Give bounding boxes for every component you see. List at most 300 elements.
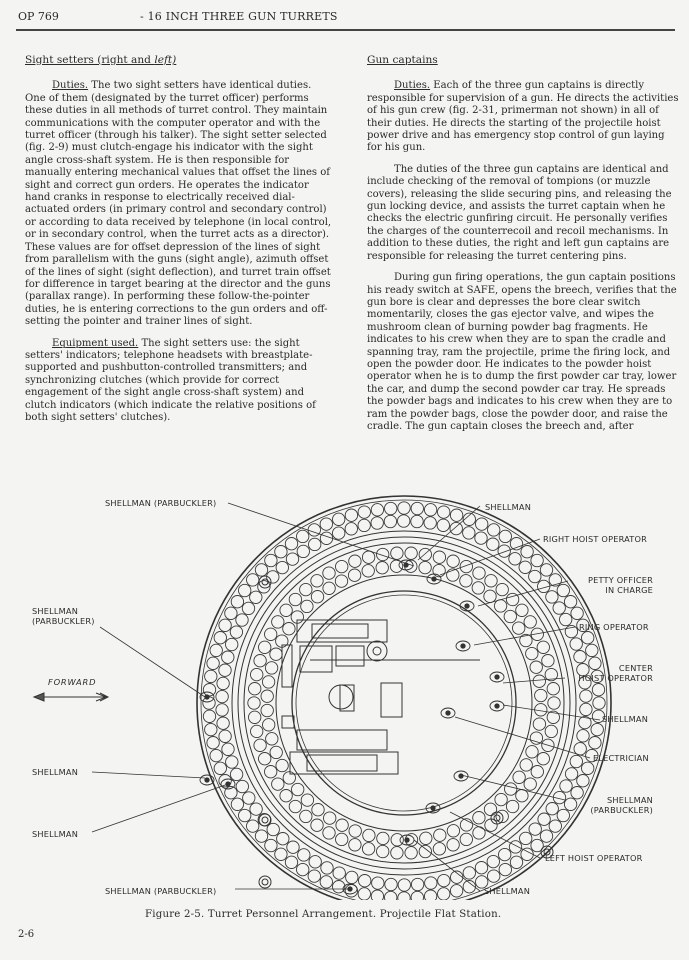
projectile-icon — [574, 743, 586, 755]
projectile-icon — [231, 798, 243, 810]
label-shellman-bottom-right: SHELLMAN — [484, 886, 531, 896]
projectile-icon — [207, 737, 219, 749]
projectile-icon — [521, 546, 533, 558]
projectile-icon — [292, 783, 304, 795]
projectile-icon — [371, 517, 383, 529]
projectile-icon — [346, 871, 358, 883]
projectile-icon — [526, 746, 538, 758]
crewman-head — [431, 806, 435, 810]
projectile-icon — [219, 730, 231, 742]
projectile-icon — [312, 804, 324, 816]
projectile-icon — [214, 762, 226, 774]
paragraph-text: During gun firing operations, the gun captain positions his ready switch at SAFE, opens the breech, verifies that the gun bore is clear and depresses the bore clear switch momentarily, closes the gas ejector valve, and wipes the mushroom clean of burning powder bag fragments. He indicates to his crew when they are to span the cradle and spanning tray, ram the projectile, prime the firing lock, and open the powder door. He indicates to the powder hoist operator when he is to dump the first powder car tray, lower the car, and dump the second powder car tray. He spreads the powder bags and indicates to his crew when they are to ram the powder bags, close the powder door, and raise the cradle. The gun captain closes the breech and, after — [367, 272, 677, 432]
projectile-icon — [385, 878, 397, 890]
projectile-icon — [475, 532, 487, 544]
projectile-icon — [259, 753, 271, 765]
projectile-icon — [217, 717, 229, 729]
projectile-icon — [265, 662, 277, 674]
projectile-icon — [526, 647, 538, 659]
projectile-icon — [265, 628, 277, 640]
projectile-icon — [542, 655, 554, 667]
projectile-icon — [270, 648, 282, 660]
projectile-icon — [335, 575, 347, 587]
projectile-stowage — [203, 502, 605, 900]
turret-rings — [197, 496, 611, 900]
projectile-icon — [510, 856, 522, 868]
projectile-icon — [419, 561, 431, 573]
paragraph-sight-setter-duties — [25, 80, 335, 328]
label-right-hoist-operator: RIGHT HOIST OPERATOR — [543, 534, 648, 544]
projectile-icon — [557, 809, 569, 821]
projectile-icon — [250, 803, 262, 815]
projectile-icon — [560, 613, 572, 625]
projectile-icon — [485, 575, 497, 587]
projectile-icon — [362, 551, 374, 563]
projectile-icon — [546, 591, 558, 603]
paragraph-text: Each of the three gun captains is directly responsible for supervision of a gun. He directs the activities of his gun crew (fig. 2-31, primerman not shown) in all of their duties. He directs the starting of the projectile hoist power drive and has emergency stop control of gun laying for his gun. — [367, 80, 679, 154]
projectile-icon — [333, 881, 345, 893]
projectile-icon — [557, 584, 569, 596]
projectile-icon — [336, 560, 348, 572]
projectile-icon — [320, 518, 332, 530]
projectile-icon — [358, 519, 370, 531]
projectile-icon — [504, 610, 516, 622]
label-shellman-parbuckler-left: SHELLMAN (PARBUCKLER) — [32, 606, 95, 626]
label-left-hoist-operator: LEFT HOIST OPERATOR — [545, 853, 643, 863]
projectile-icon — [549, 820, 561, 832]
projectile-icon — [230, 626, 242, 638]
equipment-block — [297, 620, 387, 642]
projectile-icon — [226, 756, 238, 768]
section-title-text: Sight setters (right and — [25, 54, 155, 66]
projectile-icon — [239, 809, 251, 821]
projectile-icon — [377, 832, 389, 844]
projectile-icon — [433, 564, 445, 576]
projectile-icon — [219, 619, 231, 631]
projectile-icon — [487, 538, 499, 550]
projectile-icon — [564, 596, 576, 608]
projectile-icon — [359, 875, 371, 887]
projectile-icon — [242, 602, 254, 614]
projectile-icon — [433, 551, 445, 563]
projectile-icon — [254, 655, 266, 667]
projectile-icon — [529, 570, 541, 582]
projectile-icon — [239, 584, 251, 596]
ring — [296, 595, 512, 811]
header-rule — [16, 29, 675, 31]
projectile-icon — [376, 562, 388, 574]
projectile-icon — [363, 829, 375, 841]
fitting — [262, 817, 268, 823]
projectile-icon — [419, 845, 431, 857]
projectile-icon — [473, 827, 485, 839]
ring — [232, 531, 576, 875]
projectile-icon — [535, 689, 547, 701]
projectile-icon — [524, 778, 536, 790]
section-title-italic: left) — [154, 54, 177, 66]
projectile-icon — [565, 768, 577, 780]
projectile-icon — [411, 515, 423, 527]
projectile-icon — [589, 737, 601, 749]
projectile-icon — [249, 711, 261, 723]
crewman-head — [432, 577, 436, 581]
projectile-icon — [538, 813, 550, 825]
projectile-icon — [574, 651, 586, 663]
projectile-icon — [270, 746, 282, 758]
projectile-icon — [513, 622, 525, 634]
projectile-icon — [301, 794, 313, 806]
projectile-icon — [537, 641, 549, 653]
projectile-icon — [420, 832, 432, 844]
projectile-icon — [506, 800, 518, 812]
projectile-icon — [586, 644, 598, 656]
projectile-icon — [499, 848, 511, 860]
projectile-icon — [250, 591, 262, 603]
projectile-icon — [570, 638, 582, 650]
projectile-icon — [336, 833, 348, 845]
crewman-head — [459, 774, 463, 778]
projectile-icon — [548, 697, 560, 709]
fitting — [259, 876, 271, 888]
projectile-icon — [280, 604, 292, 616]
projectile-icon — [225, 607, 237, 619]
projectile-icon — [287, 841, 299, 853]
equipment-block — [381, 683, 402, 717]
fitting — [262, 879, 268, 885]
projectile-icon — [297, 863, 309, 875]
projectile-icon — [531, 766, 543, 778]
running-title: - 16 INCH THREE GUN TURRETS — [140, 10, 338, 23]
projectile-icon — [255, 830, 267, 842]
projectile-icon — [236, 614, 248, 626]
crewman-head — [495, 704, 499, 708]
ring — [238, 537, 570, 869]
ring — [197, 496, 611, 900]
projectile-icon — [447, 555, 459, 567]
projectile-icon — [276, 759, 288, 771]
label-shellman-left-2: SHELLMAN — [32, 829, 79, 839]
projectile-icon — [570, 755, 582, 767]
crewman-head — [205, 778, 209, 782]
projectile-icon — [247, 574, 259, 586]
projectile-icon — [249, 683, 261, 695]
projectile-icon — [450, 522, 462, 534]
right-column — [367, 54, 679, 442]
projectile-icon — [265, 554, 277, 566]
hoist-trunk — [329, 685, 353, 709]
projectile-icon — [371, 504, 383, 516]
projectile-icon — [384, 515, 396, 527]
forward-arrow-icon — [34, 693, 108, 701]
projectile-icon — [433, 843, 445, 855]
projectile-icon — [358, 506, 370, 518]
projectile-icon — [275, 848, 287, 860]
projectile-icon — [391, 834, 403, 846]
projectile-icon — [519, 561, 531, 573]
paragraph-text: The two sight setters have identical duties. One of them (designated by the turret officer) performs these duties in all methods of turret control. They maintain communications with the computer operator and with the turret officer (through his talker). The sight setter selected (fig. 2-9) must clutch-engage his indicator with the sight angle cross-shaft system. He is then responsible for manually entering mechanical values that offset the lines of sight and correct gun orders. He operates the indicator hand cranks in response to electrically received dial-actuated orders (in primary control and secondary control) or according to data received by telephone (in local control, or in secondary control, when the turret acts as a director). These values are for offset depression of the lines of sight from parallelism with the guns (sight angle), azimuth offset of the lines of sight (sight deflection), and turret train offset for difference in target bearing at the director and the guns (parallax range). In performing these follow-the-pointer duties, he is entering corrections to the gun orders and off-setting the pointer and trainer lines of sight. — [25, 80, 332, 328]
projectile-icon — [320, 876, 332, 888]
projectile-icon — [398, 879, 410, 891]
projectile-icon — [411, 878, 423, 890]
projectile-icon — [463, 867, 475, 879]
crewman-head — [405, 838, 409, 842]
paragraph-gun-captain-duties — [367, 80, 679, 154]
forward-label: FORWARD — [48, 677, 97, 687]
projectile-icon — [520, 832, 532, 844]
projectile-icon — [377, 548, 389, 560]
projectile-icon — [411, 891, 423, 900]
fitting — [259, 814, 271, 826]
projectile-icon — [323, 827, 335, 839]
leader-line — [92, 784, 228, 832]
projectile-icon — [473, 567, 485, 579]
projectile-icon — [476, 518, 488, 530]
projectile-icon — [297, 545, 309, 557]
projectile-icon — [254, 739, 266, 751]
paragraph-text: The sight setters use: the sight setters' indicators; telephone headsets with breastplate-supported and pushbutton-controlled transmitters; and synchronizing clutches (which provide for correct engagement of the sight angle cross-shaft system) and clutch indicators (which indicate the relative positions of both sight setters' clutches). — [25, 337, 316, 423]
projectile-icon — [530, 661, 542, 673]
projectile-icon — [336, 819, 348, 831]
projectile-icon — [424, 890, 436, 900]
left-column — [25, 54, 335, 433]
projectile-icon — [324, 812, 336, 824]
projectile-icon — [283, 623, 295, 635]
projectile-icon — [203, 710, 215, 722]
projectile-icon — [524, 616, 536, 628]
label-center-hoist-operator: CENTER HOIST OPERATOR — [578, 663, 653, 683]
projectile-icon — [300, 810, 312, 822]
projectile-icon — [521, 848, 533, 860]
label-ring-operator: RING OPERATOR — [579, 622, 649, 632]
projectile-icon — [280, 790, 292, 802]
projectile-icon — [553, 602, 565, 614]
projectile-icon — [546, 803, 558, 815]
projectile-icon — [509, 841, 521, 853]
projectile-icon — [301, 600, 313, 612]
projectile-icon — [499, 863, 511, 875]
crewman-head — [495, 675, 499, 679]
projectile-icon — [473, 812, 485, 824]
projectile-icon — [205, 670, 217, 682]
page-number: 2-6 — [18, 929, 35, 940]
projectile-icon — [447, 825, 459, 837]
projectile-icon — [531, 554, 543, 566]
projectile-icon — [533, 675, 545, 687]
projectile-icon — [261, 704, 273, 716]
paragraph-text: The duties of the three gun captains are identical and include checking of the removal of tompions (or muzzle covers), releasing the slide securing pins, and releasing the gun locking device, and assists the turret captain when he checks the electric gunfiring circuit. He personally verifies the charges of the counterrecoil and recoil mechanisms. In addition to these duties, the right and left gun captains are responsible for releasing the turret centering pins. — [367, 163, 672, 262]
projectile-icon — [349, 825, 361, 837]
label-shellman-right: SHELLMAN — [602, 714, 649, 724]
projectile-icon — [226, 638, 238, 650]
label-shellman-left-1: SHELLMAN — [32, 767, 79, 777]
projectile-icon — [577, 775, 589, 787]
section-title-gun-captains: Gun captains — [367, 54, 438, 66]
projectile-icon — [217, 677, 229, 689]
label-petty-officer-in-charge: PETTY OFFICER IN CHARGE — [587, 575, 653, 595]
projectile-icon — [308, 870, 320, 882]
projectile-icon — [248, 697, 260, 709]
hoist-trunk — [367, 641, 387, 661]
projectile-icon — [247, 820, 259, 832]
ring — [276, 575, 532, 831]
projectile-icon — [591, 723, 603, 735]
projectile-icon — [385, 891, 397, 900]
projectile-icon — [207, 657, 219, 669]
paragraph-gun-firing-operations — [367, 272, 679, 433]
projectile-icon — [484, 590, 496, 602]
projectile-icon — [425, 877, 437, 889]
projectile-icon — [266, 733, 278, 745]
projectile-icon — [358, 888, 370, 900]
projectile-icon — [509, 553, 521, 565]
projectile-icon — [516, 790, 528, 802]
projectile-icon — [593, 697, 605, 709]
projectile-icon — [377, 845, 389, 857]
figure-caption: Figure 2-5. Turret Personnel Arrangement. Projectile Flat Station. — [145, 909, 502, 920]
projectile-icon — [203, 684, 215, 696]
projectile-icon — [321, 862, 333, 874]
equipment-block — [297, 730, 387, 750]
projectile-icon — [298, 849, 310, 861]
projectile-icon — [488, 524, 500, 536]
projectile-icon — [308, 524, 320, 536]
equipment-block — [312, 624, 368, 638]
equipment-block — [282, 716, 294, 728]
projectile-icon — [434, 829, 446, 841]
projectile-icon — [560, 780, 572, 792]
projectile-icon — [450, 509, 462, 521]
label-shellman-parbuckler-top: SHELLMAN (PARBUCKLER) — [105, 498, 217, 508]
projectile-icon — [580, 703, 592, 715]
projectile-icon — [285, 538, 297, 550]
projectile-icon — [333, 513, 345, 525]
equipment-block — [307, 755, 377, 771]
projectile-icon — [231, 596, 243, 608]
crewman-head — [461, 644, 465, 648]
projectile-icon — [230, 768, 242, 780]
projectile-icon — [323, 582, 335, 594]
projectile-icon — [265, 766, 277, 778]
label-shellman-parbuckler-bottom: SHELLMAN (PARBUCKLER) — [105, 886, 217, 896]
label-shellman-parbuckler-right: SHELLMAN (PARBUCKLER) — [590, 795, 653, 815]
projectile-icon — [372, 877, 384, 889]
projectile-icon — [540, 830, 552, 842]
projectile-icon — [391, 547, 403, 559]
projectile-icon — [362, 843, 374, 855]
projectile-icon — [577, 730, 589, 742]
projectile-icon — [484, 803, 496, 815]
label-electrician: ELECTRICIAN — [593, 753, 649, 763]
projectile-icon — [398, 502, 410, 514]
projectile-icon — [289, 593, 301, 605]
projectile-icon — [371, 890, 383, 900]
projectile-icon — [222, 651, 234, 663]
projectile-icon — [494, 600, 506, 612]
projectile-icon — [533, 718, 545, 730]
projectile-icon — [263, 719, 275, 731]
projectile-icon — [495, 793, 507, 805]
projectile-icon — [592, 684, 604, 696]
projectile-icon — [222, 743, 234, 755]
projectile-icon — [571, 607, 583, 619]
projectile-icon — [289, 800, 301, 812]
projectile-icon — [311, 575, 323, 587]
projectile-icon — [499, 530, 511, 542]
projectile-icon — [345, 523, 357, 535]
projectile-icon — [210, 644, 222, 656]
projectile-icon — [580, 690, 592, 702]
projectile-icon — [520, 759, 532, 771]
projectile-icon — [391, 847, 403, 859]
projectile-icon — [265, 839, 277, 851]
projectile-icon — [487, 855, 499, 867]
projectile-icon — [496, 583, 508, 595]
paragraph-lead: Equipment used. — [52, 337, 139, 349]
projectile-icon — [424, 517, 436, 529]
projectile-icon — [210, 749, 222, 761]
projectile-icon — [205, 723, 217, 735]
projectile-icon — [530, 732, 542, 744]
projectile-icon — [405, 847, 417, 859]
leader-line — [440, 539, 540, 575]
paragraph-gun-captain-identical-duties — [367, 164, 679, 263]
paragraph-lead: Duties. — [394, 80, 431, 92]
projectile-icon — [498, 545, 510, 557]
projectile-icon — [311, 819, 323, 831]
projectile-icon — [320, 532, 332, 544]
ring — [292, 591, 516, 815]
projectile-icon — [216, 690, 228, 702]
document-code: OP 769 — [18, 10, 59, 23]
projectile-icon — [547, 683, 559, 695]
projectile-icon — [424, 504, 436, 516]
projectile-icon — [286, 553, 298, 565]
projectile-icon — [243, 792, 255, 804]
projectile-icon — [510, 538, 522, 550]
projectile-icon — [505, 783, 517, 795]
crewman-head — [205, 695, 209, 699]
projectile-icon — [277, 833, 289, 845]
projectile-icon — [516, 604, 528, 616]
projectile-icon — [300, 583, 312, 595]
projectile-icon — [333, 527, 345, 539]
section-title-sight-setters — [25, 54, 335, 66]
projectile-icon — [349, 839, 361, 851]
projectile-icon — [545, 725, 557, 737]
projectile-icon — [472, 582, 484, 594]
projectile-icon — [405, 547, 417, 559]
projectile-icon — [582, 762, 594, 774]
projectile-icon — [513, 771, 525, 783]
equipment-block — [336, 646, 364, 666]
projectile-icon — [309, 538, 321, 550]
projectile-icon — [438, 506, 450, 518]
projectile-icon — [348, 569, 360, 581]
projectile-icon — [438, 874, 450, 886]
projectile-icon — [261, 690, 273, 702]
projectile-icon — [362, 565, 374, 577]
projectile-icon — [398, 515, 410, 527]
projectile-icon — [345, 509, 357, 521]
projectile-icon — [349, 555, 361, 567]
label-shellman-top-right: SHELLMAN — [485, 502, 532, 512]
projectile-icon — [275, 546, 287, 558]
projectile-icon — [276, 561, 288, 573]
projectile-icon — [236, 780, 248, 792]
projectile-icon — [529, 823, 541, 835]
leader-line — [100, 627, 205, 697]
projectile-icon — [333, 867, 345, 879]
